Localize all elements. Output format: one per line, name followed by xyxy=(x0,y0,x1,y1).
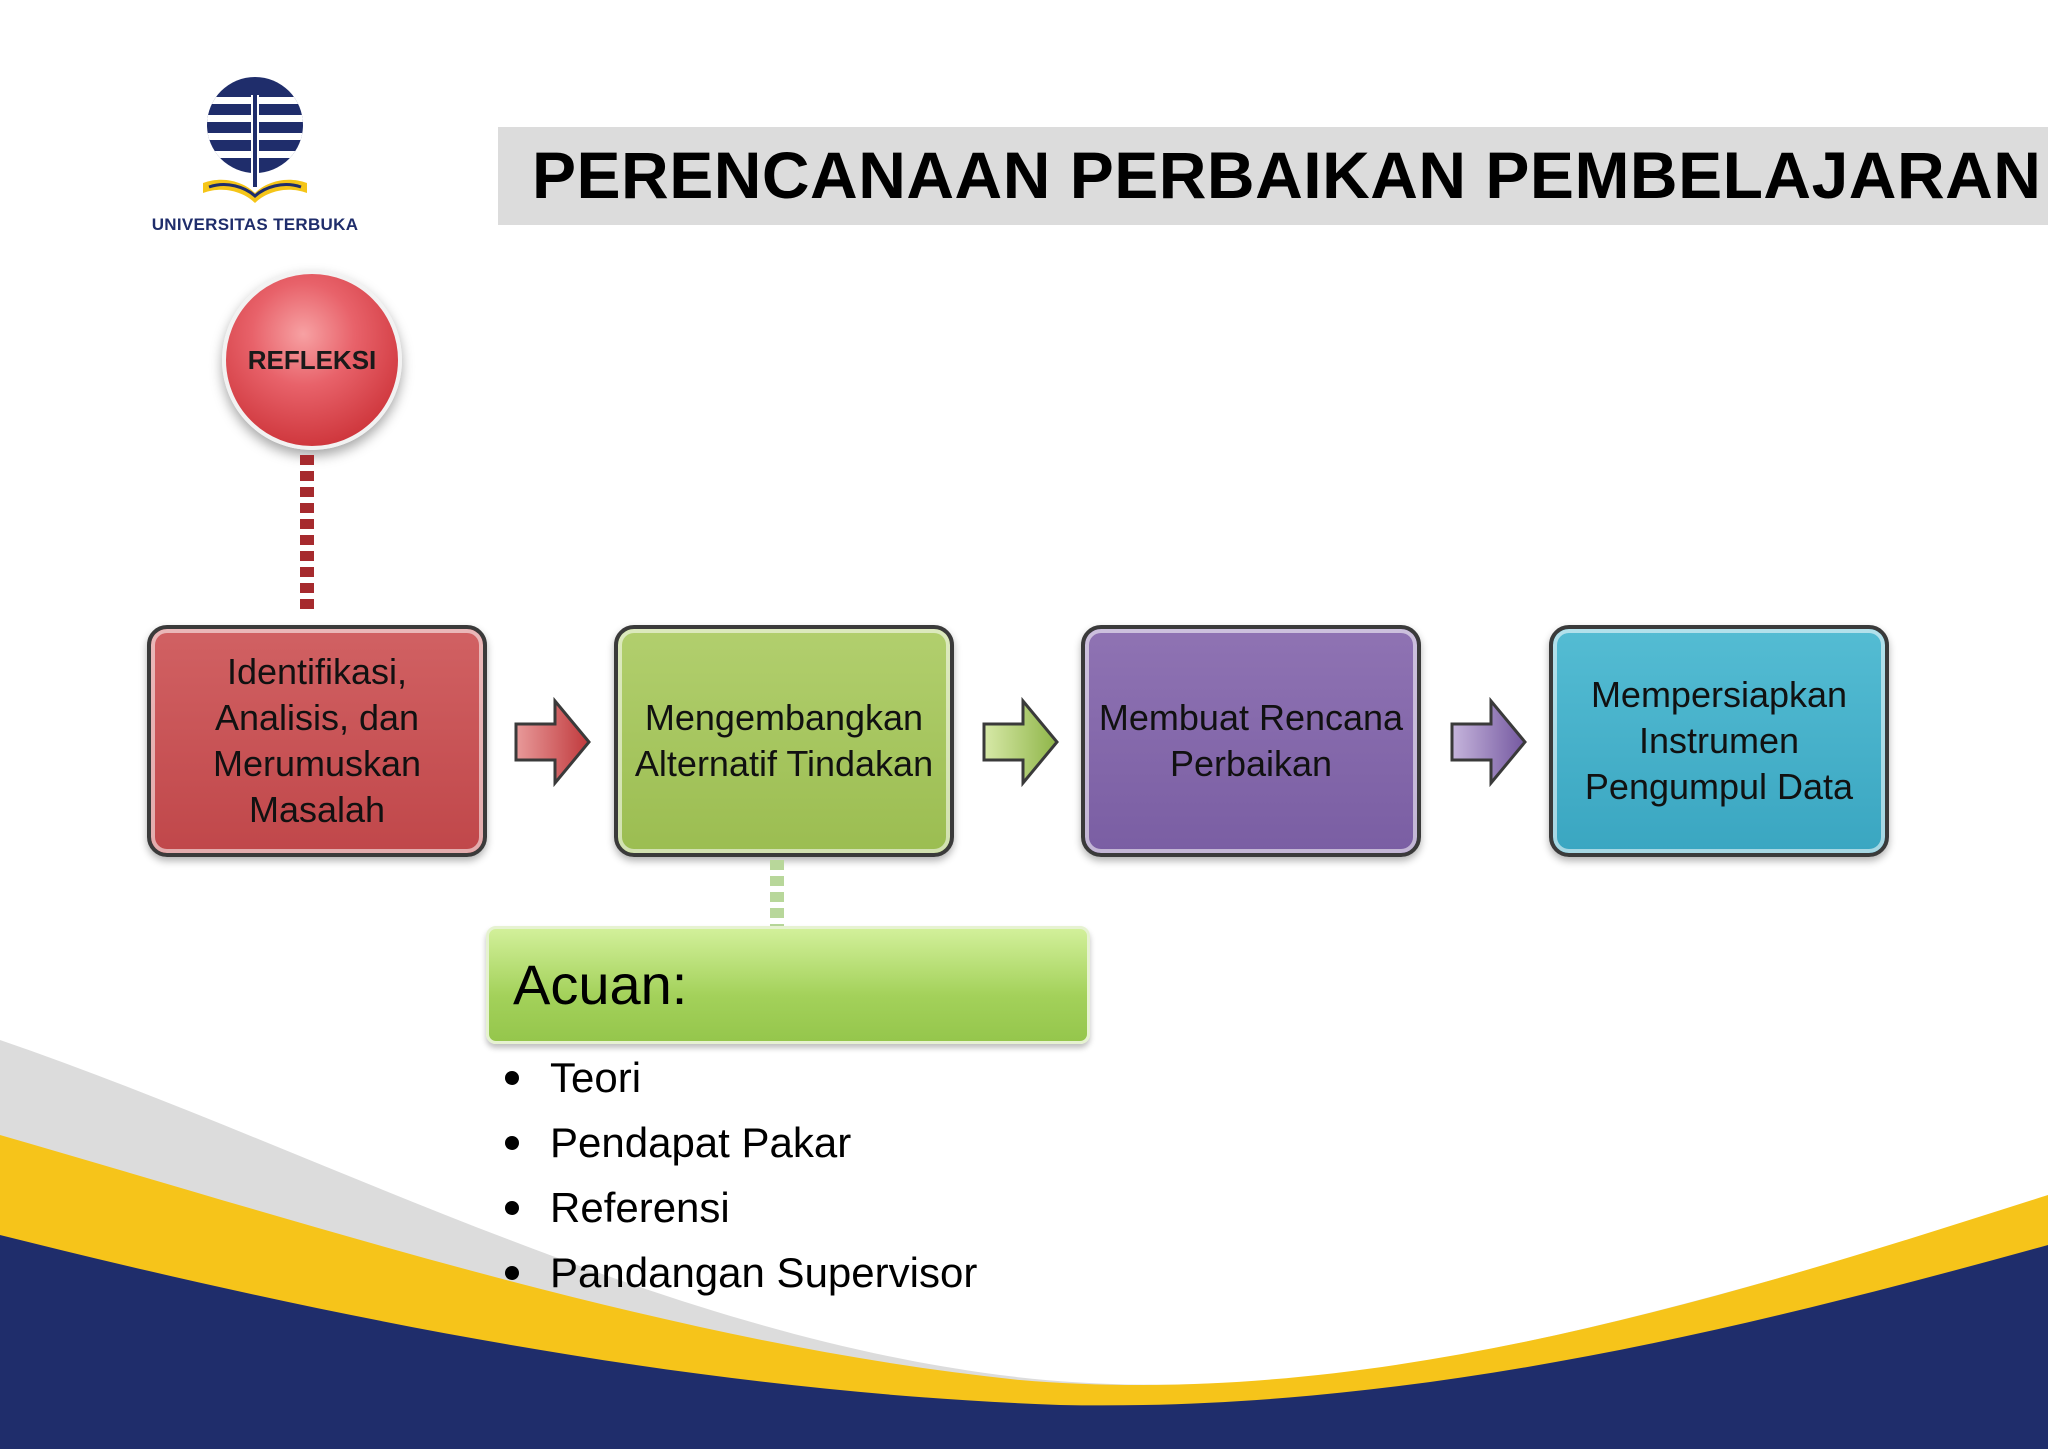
list-item-text: Referensi xyxy=(550,1184,730,1231)
dotted-connector-acuan xyxy=(770,860,784,926)
university-logo xyxy=(140,75,370,245)
logo-emblem-icon xyxy=(195,75,315,215)
bullet-icon xyxy=(505,1266,519,1280)
bullet-icon xyxy=(505,1201,519,1215)
step-label: Mempersiapkan Instrumen Pengumpul Data xyxy=(1584,674,1854,807)
acuan-list xyxy=(505,1045,977,1305)
refleksi-label: REFLEKSI xyxy=(247,344,377,375)
refleksi-circle xyxy=(222,270,402,450)
page-title: PERENCANAAN PERBAIKAN PEMBELAJARAN xyxy=(532,138,2042,212)
bullet-icon xyxy=(505,1136,519,1150)
step-box-instrumen xyxy=(1549,625,1889,857)
arrow-right-icon xyxy=(513,697,593,787)
arrow-right-icon xyxy=(981,697,1061,787)
list-item-text: Teori xyxy=(550,1054,642,1101)
logo-text: UNIVERSITAS TERBUKA xyxy=(151,215,359,234)
acuan-heading: Acuan: xyxy=(513,953,688,1016)
step-box-identifikasi xyxy=(147,625,487,857)
list-item-text: Pandangan Supervisor xyxy=(550,1249,978,1296)
list-item-text: Pendapat Pakar xyxy=(550,1119,852,1166)
step-box-membuat-rencana xyxy=(1081,625,1421,857)
list-item xyxy=(505,1045,977,1110)
arrow-right-icon xyxy=(1449,697,1529,787)
list-item xyxy=(505,1240,977,1305)
step-label: Membuat Rencana Perbaikan xyxy=(1098,697,1404,784)
step-box-mengembangkan xyxy=(614,625,954,857)
step-label: Identifikasi, Analisis, dan Merumuskan Masalah xyxy=(212,651,422,830)
acuan-heading-box xyxy=(486,926,1090,1044)
list-item xyxy=(505,1110,977,1175)
list-item xyxy=(505,1175,977,1240)
step-label: Mengembangkan Alternatif Tindakan xyxy=(634,697,934,784)
dotted-connector-refleksi xyxy=(300,455,314,615)
title-bar xyxy=(498,127,2048,225)
bullet-icon xyxy=(505,1071,519,1085)
